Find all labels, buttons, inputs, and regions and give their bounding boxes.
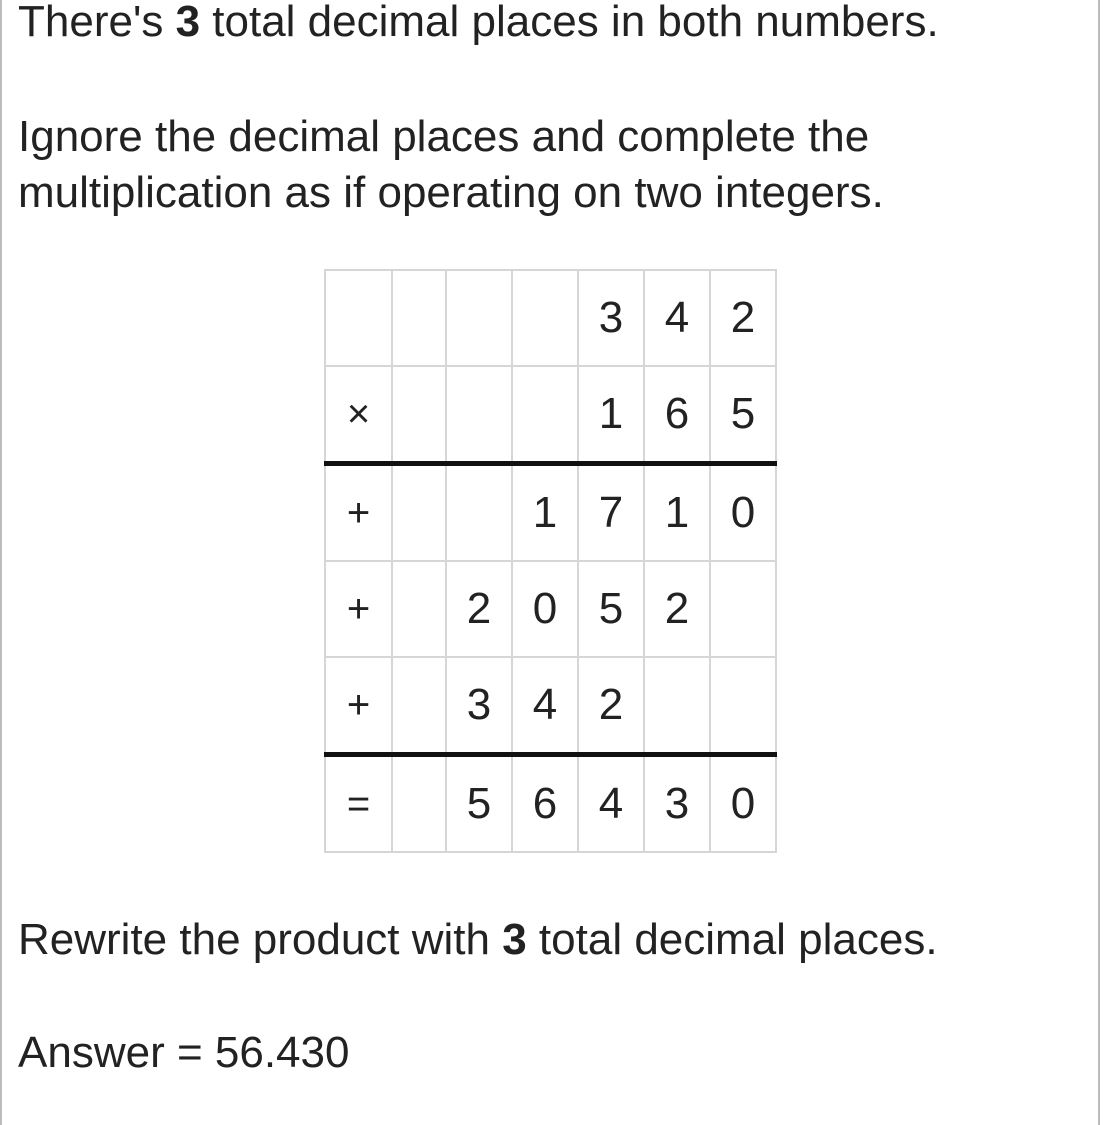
- digit-cell: 2: [446, 561, 512, 657]
- digit-cell: 5: [446, 755, 512, 853]
- answer-line: [18, 1025, 349, 1081]
- digit-cell: [392, 366, 446, 464]
- instruction-line-2: multiplication as if operating on two integers.: [18, 168, 884, 217]
- operator-cell: [325, 270, 392, 366]
- answer-value: 56.430: [214, 1028, 350, 1077]
- digit-cell: [710, 561, 776, 657]
- digit-cell: 0: [710, 755, 776, 853]
- digit-cell: 3: [578, 270, 644, 366]
- operator-cell: +: [325, 464, 392, 562]
- digit-cell: 2: [578, 657, 644, 755]
- digit-cell: [392, 270, 446, 366]
- instruction-line-1: Ignore the decimal places and complete the: [18, 112, 870, 161]
- intro-pre: There's: [18, 0, 176, 46]
- digit-cell: 4: [578, 755, 644, 853]
- digit-cell: [512, 270, 578, 366]
- digit-cell: [392, 561, 446, 657]
- digit-cell: 2: [644, 561, 710, 657]
- rewrite-count: 3: [502, 915, 527, 964]
- digit-cell: [512, 366, 578, 464]
- grid-row-partial-product: [325, 561, 776, 657]
- digit-cell: 1: [512, 464, 578, 562]
- digit-cell: 4: [644, 270, 710, 366]
- digit-cell: 5: [710, 366, 776, 464]
- digit-cell: [446, 270, 512, 366]
- digit-cell: 6: [512, 755, 578, 853]
- operator-cell: +: [325, 657, 392, 755]
- intro-count: 3: [175, 0, 201, 46]
- grid-row-result: [325, 755, 776, 853]
- digit-cell: 3: [446, 657, 512, 755]
- decimal-places-statement: [18, 0, 939, 50]
- digit-cell: 0: [512, 561, 578, 657]
- grid-row-multiplicand: [325, 270, 776, 366]
- digit-cell: 7: [578, 464, 644, 562]
- digit-cell: [392, 755, 446, 853]
- grid-row-partial-product: [325, 657, 776, 755]
- digit-cell: [710, 657, 776, 755]
- answer-label: Answer =: [18, 1028, 215, 1077]
- multiplication-grid: [324, 269, 777, 853]
- grid-row-multiplier: [325, 366, 776, 464]
- digit-cell: 1: [644, 464, 710, 562]
- digit-cell: [446, 366, 512, 464]
- grid-row-partial-product: [325, 464, 776, 562]
- operator-cell: ×: [325, 366, 392, 464]
- digit-cell: 6: [644, 366, 710, 464]
- digit-cell: [392, 657, 446, 755]
- digit-cell: 5: [578, 561, 644, 657]
- digit-cell: 2: [710, 270, 776, 366]
- operator-cell: =: [325, 755, 392, 853]
- digit-cell: [644, 657, 710, 755]
- digit-cell: 4: [512, 657, 578, 755]
- digit-cell: [392, 464, 446, 562]
- rewrite-instruction: [18, 912, 938, 968]
- operator-cell: +: [325, 561, 392, 657]
- intro-post: total decimal places in both numbers.: [200, 0, 939, 46]
- digit-cell: 3: [644, 755, 710, 853]
- digit-cell: 1: [578, 366, 644, 464]
- rewrite-pre: Rewrite the product with: [18, 915, 503, 964]
- rewrite-post: total decimal places.: [526, 915, 938, 964]
- digit-cell: [446, 464, 512, 562]
- digit-cell: 0: [710, 464, 776, 562]
